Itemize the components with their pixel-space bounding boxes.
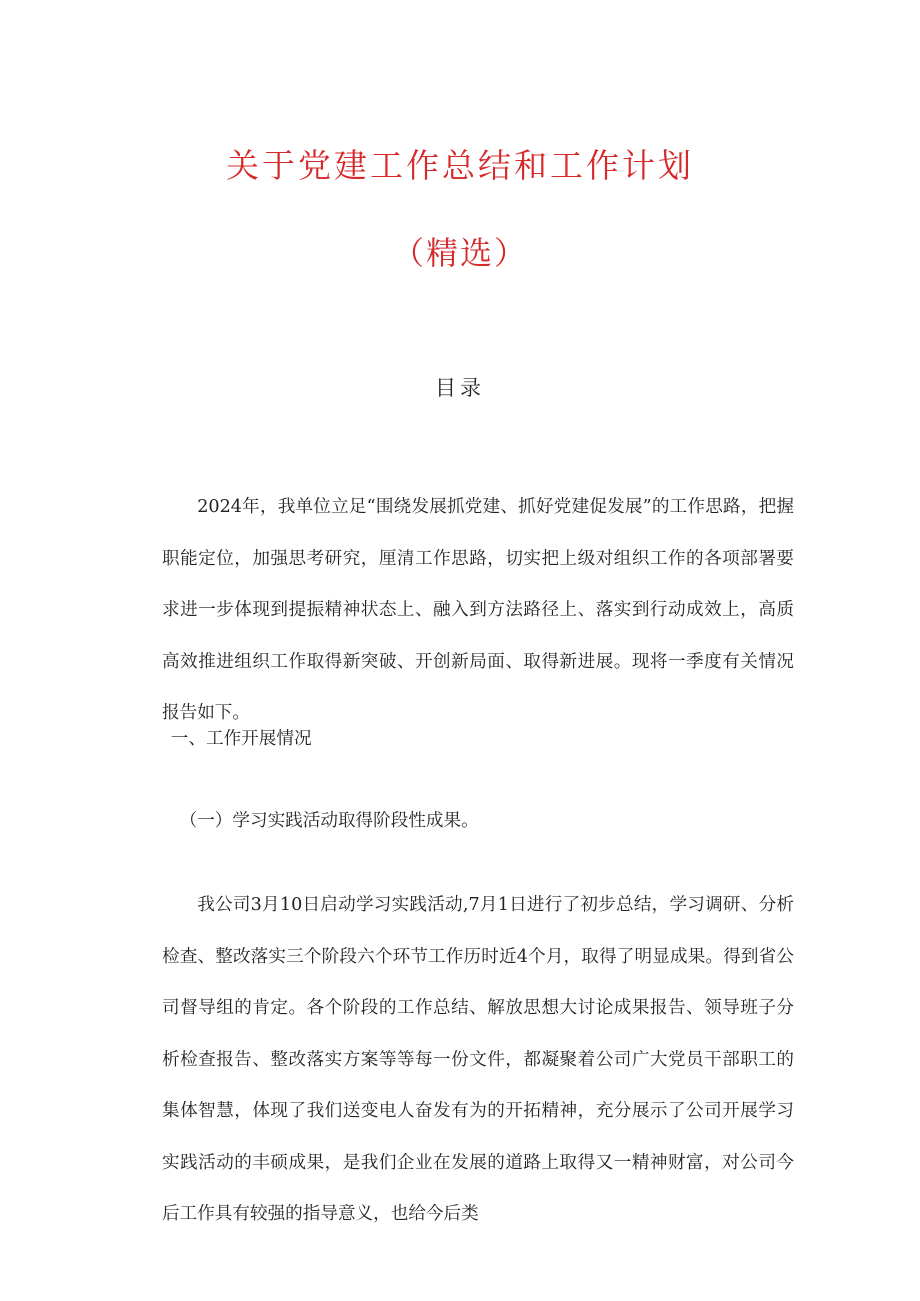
document-title: 关于党建工作总结和工作计划: [226, 146, 694, 185]
intro-paragraph: 2024年，我单位立足“围绕发展抓党建、抓好党建促发展”的工作思路，把握职能定位，加强思考研究，厘清工作思路，切实把上级对组织工作的各项部署要求进一步体现到提振精神状态上、融入到方法路径上、落实到行动成效上，高质高效推进组织工作取得新突破、开创新局面、取得新进展。现将一季度有关情况报告如下。: [162, 497, 794, 723]
subsection-heading: （一）学习实践活动取得阶段性成果。: [179, 811, 479, 831]
section-heading: 一、工作开展情况: [170, 729, 312, 749]
body-paragraph: 我公司3月10日启动学习实践活动,7月1日进行了初步总结，学习调研、分析检查、整改落实三个阶段六个环节工作历时近4个月，取得了明显成果。得到省公司督导组的肯定。各个阶段的工作总结、解放思想大讨论成果报告、领导班子分析检查报告、整改落实方案等等每一份文件，都凝聚着公司广大党员干部职工的集体智慧，体现了我们送变电人奋发有为的开拓精神，充分展示了公司开展学习实践活动的丰硕成果，是我们企业在发展的道路上取得又一精神财富，对公司今后工作具有较强的指导意义，也给今后类: [162, 895, 794, 1224]
toc-heading: 目录: [435, 376, 485, 400]
document-subtitle: （精选）: [391, 234, 528, 272]
